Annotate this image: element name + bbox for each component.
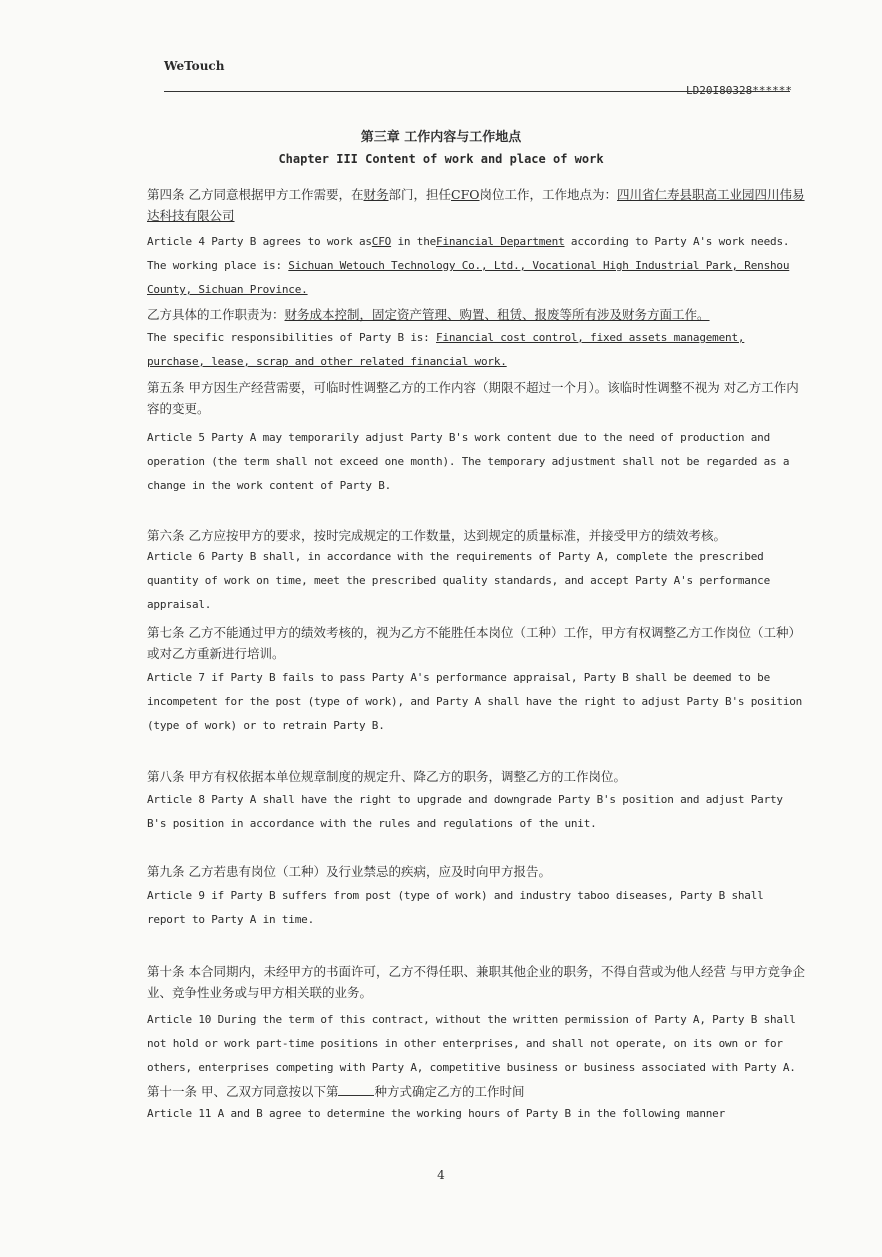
post-field: CFO bbox=[451, 187, 480, 202]
text: according to Party A's work needs. The working place is: bbox=[147, 235, 790, 272]
article-9-cn: 第九条 乙方若患有岗位（工种）及行业禁忌的疾病，应及时向甲方报告。 bbox=[147, 864, 551, 879]
duty-en bbox=[147, 326, 807, 374]
article-10-en: Article 10 During the term of this contract, without the written permission of Party A, Party B shall not hold or work part-time positions in other enterprises, and shall not operate, on its own or for others, enterprises competing with Party A, competitive business or business associated with Party A. bbox=[147, 1013, 796, 1074]
article-11-en: Article 11 A and B agree to determine the working hours of Party B in the following manner bbox=[147, 1107, 726, 1120]
text: Article 4 Party B agrees to work as bbox=[147, 235, 372, 248]
page-number: 4 bbox=[437, 1168, 445, 1182]
article-5-cn: 第五条 甲方因生产经营需要，可临时性调整乙方的工作内容（期限不超过一个月）。该临时性调整不视为 对乙方工作内容的变更。 bbox=[147, 380, 799, 416]
text: The specific responsibilities of Party B is: bbox=[147, 331, 437, 344]
place-field: 四川省仁寿县职高工业园四川伟易达科技有限公司 bbox=[147, 187, 805, 223]
text: 部门，担任 bbox=[388, 187, 452, 202]
document-number: LD20I80328****** bbox=[686, 84, 792, 97]
chapter-title-en: Chapter III Content of work and place of work bbox=[278, 152, 604, 166]
dept-field: 财务 bbox=[363, 187, 389, 202]
article-6-en: Article 6 Party B shall, in accordance with the requirements of Party A, complete the prescribed quantity of work on time, meet the prescribed quality standards, and accept Party A's performance appraisal. bbox=[147, 550, 770, 611]
blank-field bbox=[338, 1083, 374, 1096]
company-name: WeTouch bbox=[164, 59, 225, 73]
article-7-en: Article 7 if Party B fails to pass Party A's performance appraisal, Party B shall be deemed to be incompetent for the post (type of work), and Party A shall have the right to adjust Party B's position (type of work) or to retrain Party B. bbox=[147, 671, 803, 732]
article-8-cn: 第八条 甲方有权依据本单位规章制度的规定升、降乙方的职务，调整乙方的工作岗位。 bbox=[147, 769, 626, 784]
article-5-en: Article 5 Party A may temporarily adjust Party B's work content due to the need of production and operation (the term shall not exceed one month). The temporary adjustment shall not be regarded as a change in the work content of Party B. bbox=[147, 431, 790, 492]
text: 种方式确定乙方的工作时间 bbox=[374, 1084, 525, 1099]
duty-field: 财务成本控制，固定资产管理、购置、租赁、报废等所有涉及财务方面工作。 bbox=[284, 307, 710, 322]
place-field: Sichuan Wetouch Technology Co., Ltd., Vocational High Industrial Park, Renshou County, Sichuan Province. bbox=[147, 259, 790, 296]
article-8-en: Article 8 Party A shall have the right to upgrade and downgrade Party B's position and adjust Party B's position in accordance with the rules and regulations of the unit. bbox=[147, 793, 783, 830]
chapter-title-cn: 第三章 工作内容与工作地点 bbox=[360, 130, 522, 145]
duty-cn bbox=[147, 304, 807, 325]
article-6-cn: 第六条 乙方应按甲方的要求，按时完成规定的工作数量，达到规定的质量标准，并接受甲方的绩效考核。 bbox=[147, 528, 726, 543]
article-10-cn: 第十条 本合同期内，未经甲方的书面许可，乙方不得任职、兼职其他企业的职务，不得自营或为他人经营 与甲方竞争企业、竞争性业务或与甲方相关联的业务。 bbox=[147, 964, 805, 1000]
text: 岗位工作，工作地点为： bbox=[479, 187, 618, 202]
post-field: CFO bbox=[371, 235, 392, 248]
article-7-cn: 第七条 乙方不能通过甲方的绩效考核的，视为乙方不能胜任本岗位（工种）工作，甲方有权调整乙方工作岗位（工种）或对乙方重新进行培训。 bbox=[147, 625, 801, 661]
text: 第四条 乙方同意根据甲方工作需要，在 bbox=[147, 187, 364, 202]
header-rule bbox=[164, 91, 790, 92]
article-11-cn bbox=[147, 1081, 807, 1102]
text: in the bbox=[391, 235, 437, 248]
article-4-en bbox=[147, 230, 807, 302]
duty-field: Financial cost control, fixed assets management, purchase, lease, scrap and other related financial work. bbox=[147, 331, 745, 368]
article-4-cn bbox=[147, 184, 807, 226]
text: 乙方具体的工作职责为： bbox=[147, 307, 285, 322]
dept-field: Financial Department bbox=[436, 235, 565, 248]
article-9-en: Article 9 if Party B suffers from post (type of work) and industry taboo diseases, Party B shall report to Party A in time. bbox=[147, 889, 764, 926]
text: 第十一条 甲、乙双方同意按以下第 bbox=[147, 1084, 339, 1099]
